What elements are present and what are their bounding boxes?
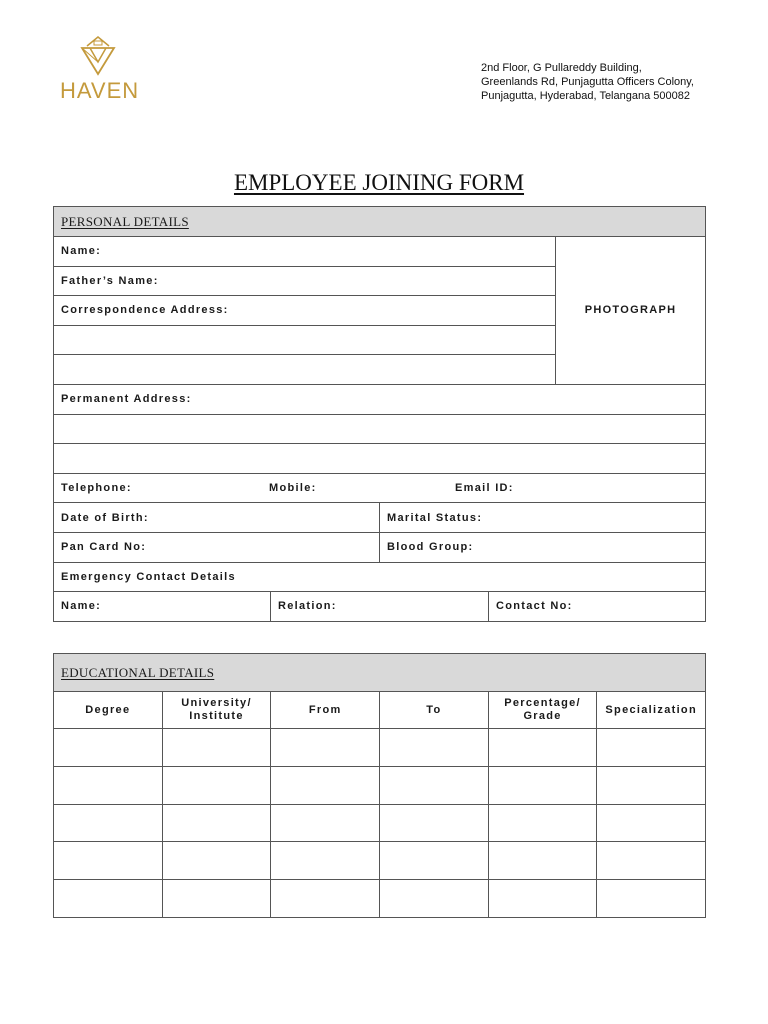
- emergency-contact-row: [54, 592, 706, 622]
- table-cell[interactable]: [162, 766, 271, 804]
- table-cell[interactable]: [162, 804, 271, 842]
- emergency-heading-row: [54, 562, 706, 592]
- name-field[interactable]: [54, 237, 556, 267]
- table-cell[interactable]: [54, 729, 163, 767]
- table-cell[interactable]: [54, 804, 163, 842]
- relation-label: Relation:: [278, 600, 337, 613]
- logo-text: HAVEN: [60, 78, 140, 103]
- name-label: Name:: [61, 245, 102, 258]
- permanent-address-blank[interactable]: [54, 414, 706, 444]
- correspondence-address-field[interactable]: [54, 296, 556, 326]
- section-heading: [54, 207, 706, 237]
- name-row: [54, 237, 706, 267]
- dob-field[interactable]: [54, 503, 380, 533]
- table-cell[interactable]: [597, 729, 706, 767]
- permanent-address-blank[interactable]: [54, 444, 706, 474]
- header-line: From: [308, 703, 342, 716]
- table-cell[interactable]: [162, 729, 271, 767]
- table-cell[interactable]: [597, 880, 706, 918]
- table-row: [54, 766, 706, 804]
- personal-details-heading-row: [54, 207, 706, 237]
- table-cell[interactable]: [380, 842, 489, 880]
- table-cell[interactable]: [597, 804, 706, 842]
- column-header-to: [380, 692, 489, 729]
- table-cell[interactable]: [597, 842, 706, 880]
- educational-details-table: [53, 653, 706, 918]
- correspondence-address-label: Correspondence Address:: [61, 304, 229, 317]
- table-row: [54, 842, 706, 880]
- header-line: To: [426, 703, 442, 716]
- dob-row: [54, 503, 706, 533]
- table-cell[interactable]: [380, 804, 489, 842]
- photograph-label: PHOTOGRAPH: [584, 304, 677, 317]
- permanent-address-line: [54, 444, 706, 474]
- table-cell[interactable]: [488, 804, 597, 842]
- table-cell[interactable]: [54, 766, 163, 804]
- educational-details-heading-row: [54, 654, 706, 692]
- emergency-name-field[interactable]: [54, 592, 271, 622]
- permanent-address-field[interactable]: [54, 384, 706, 414]
- table-cell[interactable]: [271, 766, 380, 804]
- emergency-contact-heading: Emergency Contact Details: [61, 570, 236, 583]
- form-title: [0, 170, 758, 196]
- header-line: Grade: [523, 710, 562, 722]
- telephone-label: Telephone:: [61, 481, 132, 494]
- header-line: Institute: [189, 710, 244, 722]
- correspondence-address-blank[interactable]: [54, 325, 556, 355]
- emergency-heading-cell: [54, 562, 706, 592]
- table-cell[interactable]: [271, 880, 380, 918]
- header-line: Specialization: [605, 703, 697, 716]
- table-cell[interactable]: [162, 842, 271, 880]
- photograph-box[interactable]: [556, 237, 706, 385]
- form-title-text: EMPLOYEE JOINING FORM: [233, 170, 525, 195]
- table-row: [54, 804, 706, 842]
- email-label: Email ID:: [455, 481, 514, 494]
- marital-status-label: Marital Status:: [387, 511, 483, 524]
- table-cell[interactable]: [54, 842, 163, 880]
- header-line: Percentage/: [504, 697, 581, 709]
- contact-numbers-row: [54, 473, 706, 503]
- table-cell[interactable]: [380, 766, 489, 804]
- contact-no-field[interactable]: [489, 592, 706, 622]
- pan-card-label: Pan Card No:: [61, 541, 147, 554]
- table-cell[interactable]: [271, 842, 380, 880]
- table-row: [54, 880, 706, 918]
- education-header-row: [54, 692, 706, 729]
- column-header-degree: [54, 692, 163, 729]
- column-header-specialization: [597, 692, 706, 729]
- address-line: Greenlands Rd, Punjagutta Officers Colony,: [481, 76, 694, 88]
- table-cell[interactable]: [271, 804, 380, 842]
- table-cell[interactable]: [488, 729, 597, 767]
- personal-details-heading: PERSONAL DETAILS: [61, 213, 189, 229]
- header-line: Degree: [85, 703, 131, 716]
- blood-group-label: Blood Group:: [387, 541, 474, 554]
- table-cell[interactable]: [488, 766, 597, 804]
- table-cell[interactable]: [380, 729, 489, 767]
- company-logo: [58, 34, 142, 102]
- dob-label: Date of Birth:: [61, 511, 149, 524]
- correspondence-address-blank[interactable]: [54, 355, 556, 385]
- address-line: Punjagutta, Hyderabad, Telangana 500082: [481, 90, 690, 102]
- contact-numbers-field[interactable]: [54, 473, 706, 503]
- pan-row: [54, 532, 706, 562]
- table-cell[interactable]: [54, 880, 163, 918]
- header-line: University/: [181, 697, 252, 709]
- mobile-label: Mobile:: [269, 481, 317, 494]
- permanent-address-row: [54, 384, 706, 414]
- table-row: [54, 729, 706, 767]
- table-cell[interactable]: [162, 880, 271, 918]
- contact-no-label: Contact No:: [496, 600, 573, 613]
- company-address: [481, 61, 761, 103]
- marital-status-field[interactable]: [380, 503, 706, 533]
- table-cell[interactable]: [380, 880, 489, 918]
- table-cell[interactable]: [597, 766, 706, 804]
- permanent-address-line: [54, 414, 706, 444]
- column-header-from: [271, 692, 380, 729]
- relation-field[interactable]: [271, 592, 489, 622]
- personal-details-table: [53, 206, 706, 622]
- blood-group-field[interactable]: [380, 532, 706, 562]
- pan-card-field[interactable]: [54, 532, 380, 562]
- column-header-percentage: [488, 692, 597, 729]
- address-line: 2nd Floor, G Pullareddy Building,: [481, 62, 642, 74]
- educational-details-heading: EDUCATIONAL DETAILS: [61, 664, 215, 680]
- table-cell[interactable]: [488, 880, 597, 918]
- permanent-address-label: Permanent Address:: [61, 393, 192, 406]
- column-header-university: [162, 692, 271, 729]
- father-name-label: Father’s Name:: [61, 274, 159, 287]
- table-cell[interactable]: [271, 729, 380, 767]
- table-cell[interactable]: [488, 842, 597, 880]
- haven-logo-icon: [80, 34, 116, 78]
- section-heading: [54, 654, 706, 692]
- father-name-field[interactable]: [54, 266, 556, 296]
- emergency-name-label: Name:: [61, 600, 102, 613]
